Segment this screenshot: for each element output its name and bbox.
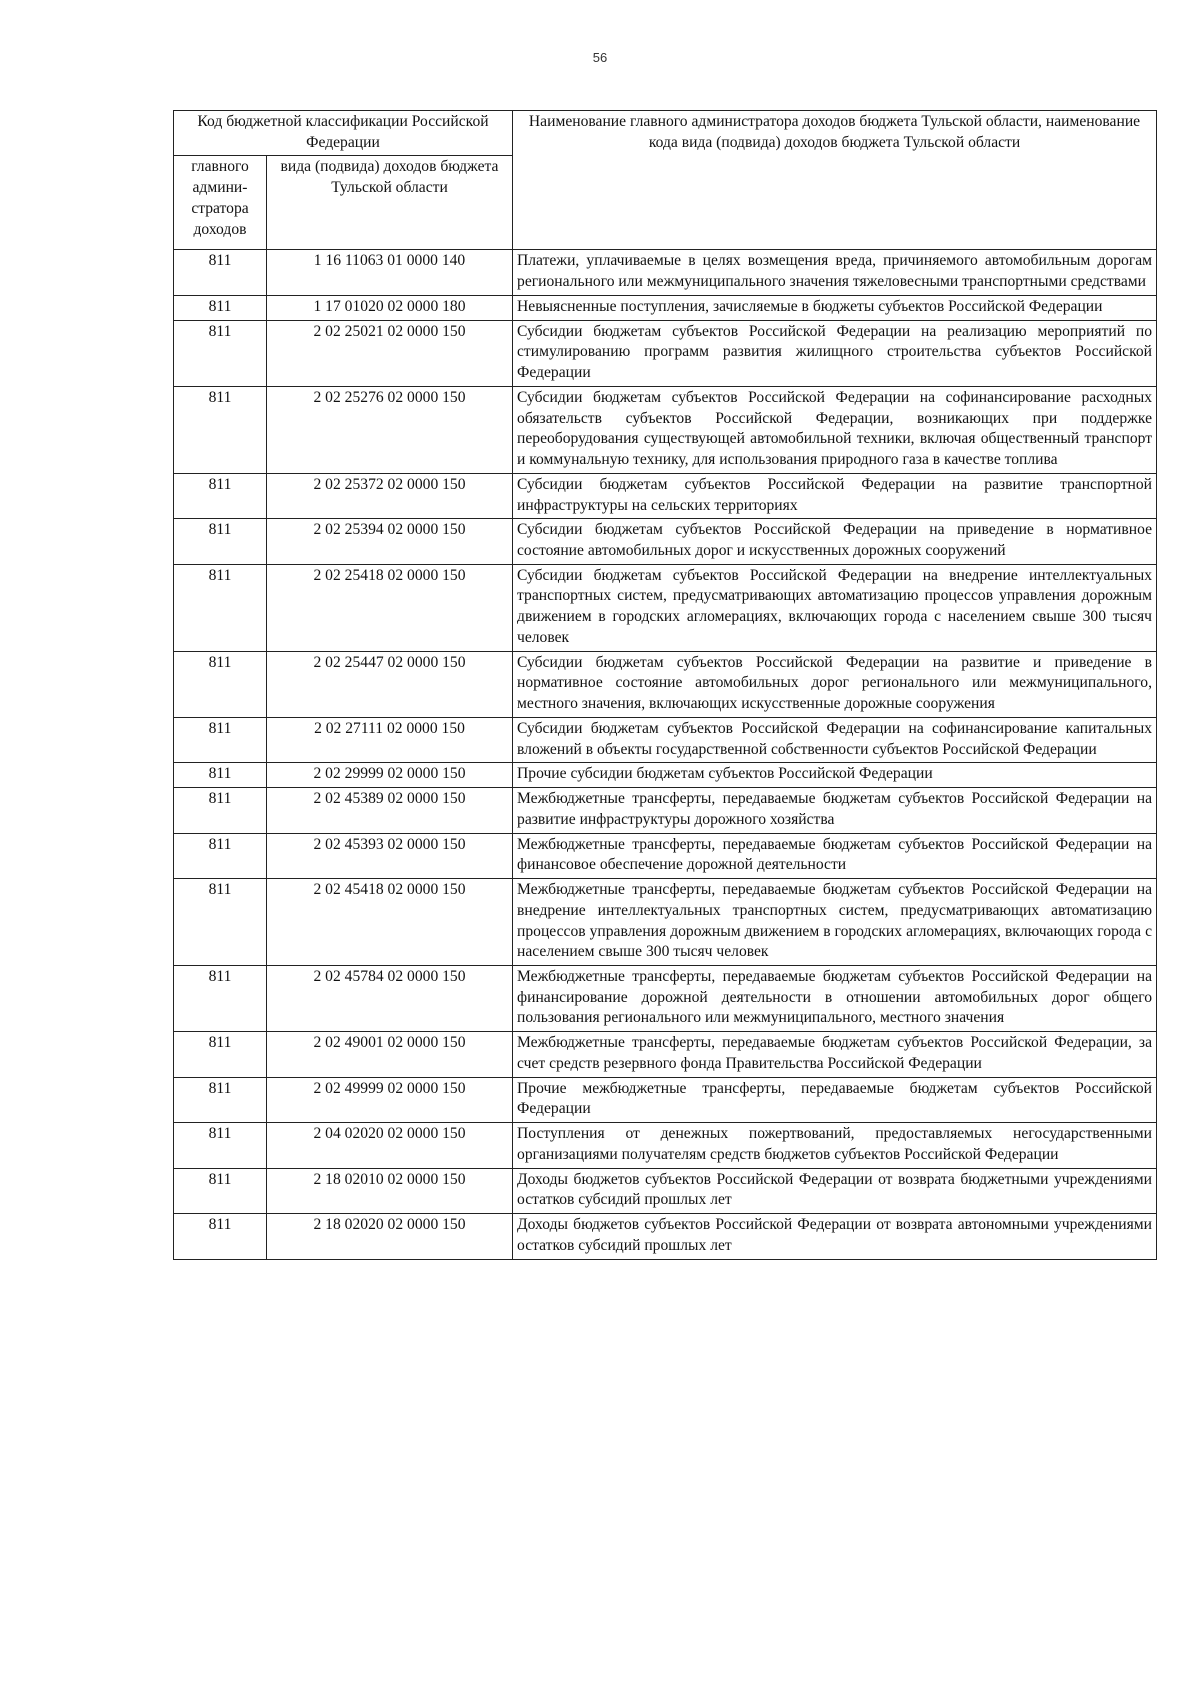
income-code-cell: 2 02 25021 02 0000 150 [267,320,513,386]
income-code-cell: 1 17 01020 02 0000 180 [267,295,513,320]
administrator-code-cell: 811 [174,1077,267,1122]
administrator-code-cell: 811 [174,788,267,833]
header-main-administrator: главного админи-стратора доходов [174,156,267,250]
administrator-code-cell: 811 [174,295,267,320]
table-row [174,1168,1157,1213]
administrator-code-cell: 811 [174,564,267,651]
table-row [174,473,1157,518]
income-name-cell: Доходы бюджетов субъектов Российской Федерации от возврата автономными учреждениями остатков субсидий прошлых лет [513,1214,1157,1259]
administrator-code-cell: 811 [174,965,267,1031]
income-code-cell: 2 02 25447 02 0000 150 [267,651,513,717]
table-row [174,1032,1157,1077]
income-code-cell: 2 02 25276 02 0000 150 [267,386,513,473]
table-row [174,320,1157,386]
income-name-cell: Субсидии бюджетам субъектов Российской Федерации на развитие и приведение в нормативное состояние автомобильных дорог регионального или межмуниципального, местного значения, включающих искусственные дорожные сооружения [513,651,1157,717]
income-code-cell: 2 02 45393 02 0000 150 [267,833,513,878]
income-name-cell: Субсидии бюджетам субъектов Российской Федерации на приведение в нормативное состояние автомобильных дорог и искусственных дорожных сооружений [513,519,1157,564]
table-row [174,564,1157,651]
administrator-code-cell: 811 [174,879,267,966]
income-code-cell: 2 18 02010 02 0000 150 [267,1168,513,1213]
administrator-code-cell: 811 [174,1214,267,1259]
income-name-cell: Межбюджетные трансферты, передаваемые бюджетам субъектов Российской Федерации на финансирование дорожной деятельности в отношении автомобильных дорог общего пользования регионального или межмуниципального, местного значения [513,965,1157,1031]
income-code-cell: 2 02 45784 02 0000 150 [267,965,513,1031]
administrator-code-cell: 811 [174,1032,267,1077]
administrator-code-cell: 811 [174,473,267,518]
administrator-code-cell: 811 [174,651,267,717]
income-name-cell: Платежи, уплачиваемые в целях возмещения вреда, причиняемого автомобильным дорогам регионального или межмуниципального значения тяжеловесными транспортными средствами [513,250,1157,295]
header-administrator-name: Наименование главного администратора доходов бюджета Тульской области, наименование кода вида (подвида) доходов бюджета Тульской области [513,111,1157,250]
income-code-cell: 2 02 25418 02 0000 150 [267,564,513,651]
income-name-cell: Субсидии бюджетам субъектов Российской Федерации на софинансирование капитальных вложений в объекты государственной собственности субъектов Российской Федерации [513,717,1157,762]
income-code-cell: 2 02 49999 02 0000 150 [267,1077,513,1122]
administrator-code-cell: 811 [174,763,267,788]
income-name-cell: Прочие субсидии бюджетам субъектов Российской Федерации [513,763,1157,788]
budget-classification-table [173,110,1157,1260]
income-name-cell: Поступления от денежных пожертвований, предоставляемых негосударственными организациями получателям средств бюджетов субъектов Российской Федерации [513,1123,1157,1168]
table-row [174,519,1157,564]
income-name-cell: Субсидии бюджетам субъектов Российской Федерации на внедрение интеллектуальных транспортных систем, предусматривающих автоматизацию процессов управления дорожным движением в городских агломерациях, включающих города с населением свыше 300 тысяч человек [513,564,1157,651]
income-code-cell: 2 02 49001 02 0000 150 [267,1032,513,1077]
administrator-code-cell: 811 [174,250,267,295]
income-code-cell: 1 16 11063 01 0000 140 [267,250,513,295]
income-name-cell: Межбюджетные трансферты, передаваемые бюджетам субъектов Российской Федерации на финансовое обеспечение дорожной деятельности [513,833,1157,878]
administrator-code-cell: 811 [174,833,267,878]
income-name-cell: Прочие межбюджетные трансферты, передаваемые бюджетам субъектов Российской Федерации [513,1077,1157,1122]
income-code-cell: 2 02 25372 02 0000 150 [267,473,513,518]
table-row [174,717,1157,762]
income-name-cell: Субсидии бюджетам субъектов Российской Федерации на реализацию мероприятий по стимулированию программ развития жилищного строительства субъектов Российской Федерации [513,320,1157,386]
table-row [174,833,1157,878]
income-name-cell: Субсидии бюджетам субъектов Российской Федерации на софинансирование расходных обязательств субъектов Российской Федерации, возникающих при поддержке переоборудования существующей автомобильной техники, включая общественный транспорт и коммунальную технику, для использования природного газа в качестве топлива [513,386,1157,473]
table-body [174,250,1157,1259]
income-code-cell: 2 04 02020 02 0000 150 [267,1123,513,1168]
table-row [174,250,1157,295]
income-code-cell: 2 02 25394 02 0000 150 [267,519,513,564]
table-row [174,295,1157,320]
administrator-code-cell: 811 [174,519,267,564]
income-code-cell: 2 02 27111 02 0000 150 [267,717,513,762]
income-name-cell: Невыясненные поступления, зачисляемые в бюджеты субъектов Российской Федерации [513,295,1157,320]
table-row [174,1214,1157,1259]
administrator-code-cell: 811 [174,386,267,473]
table-row [174,386,1157,473]
table-row [174,788,1157,833]
page-number: 56 [592,50,608,65]
income-code-cell: 2 02 45389 02 0000 150 [267,788,513,833]
income-name-cell: Межбюджетные трансферты, передаваемые бюджетам субъектов Российской Федерации на развитие инфраструктуры дорожного хозяйства [513,788,1157,833]
income-name-cell: Субсидии бюджетам субъектов Российской Федерации на развитие транспортной инфраструктуры на сельских территориях [513,473,1157,518]
income-name-cell: Доходы бюджетов субъектов Российской Федерации от возврата бюджетными учреждениями остатков субсидий прошлых лет [513,1168,1157,1213]
table-row [174,879,1157,966]
income-name-cell: Межбюджетные трансферты, передаваемые бюджетам субъектов Российской Федерации на внедрение интеллектуальных транспортных систем, предусматривающих автоматизацию процессов управления дорожным движением в городских агломерациях, включающих города с населением свыше 300 тысяч человек [513,879,1157,966]
table-row [174,763,1157,788]
administrator-code-cell: 811 [174,717,267,762]
header-budget-classification-code: Код бюджетной классификации Российской Федерации [174,111,513,156]
income-code-cell: 2 02 45418 02 0000 150 [267,879,513,966]
administrator-code-cell: 811 [174,1168,267,1213]
administrator-code-cell: 811 [174,320,267,386]
administrator-code-cell: 811 [174,1123,267,1168]
table-row [174,965,1157,1031]
table-row [174,651,1157,717]
income-code-cell: 2 02 29999 02 0000 150 [267,763,513,788]
table-header [174,111,1157,250]
header-income-type: вида (подвида) доходов бюджета Тульской области [267,156,513,250]
income-name-cell: Межбюджетные трансферты, передаваемые бюджетам субъектов Российской Федерации, за счет средств резервного фонда Правительства Российской Федерации [513,1032,1157,1077]
table-row [174,1123,1157,1168]
table-row [174,1077,1157,1122]
income-code-cell: 2 18 02020 02 0000 150 [267,1214,513,1259]
